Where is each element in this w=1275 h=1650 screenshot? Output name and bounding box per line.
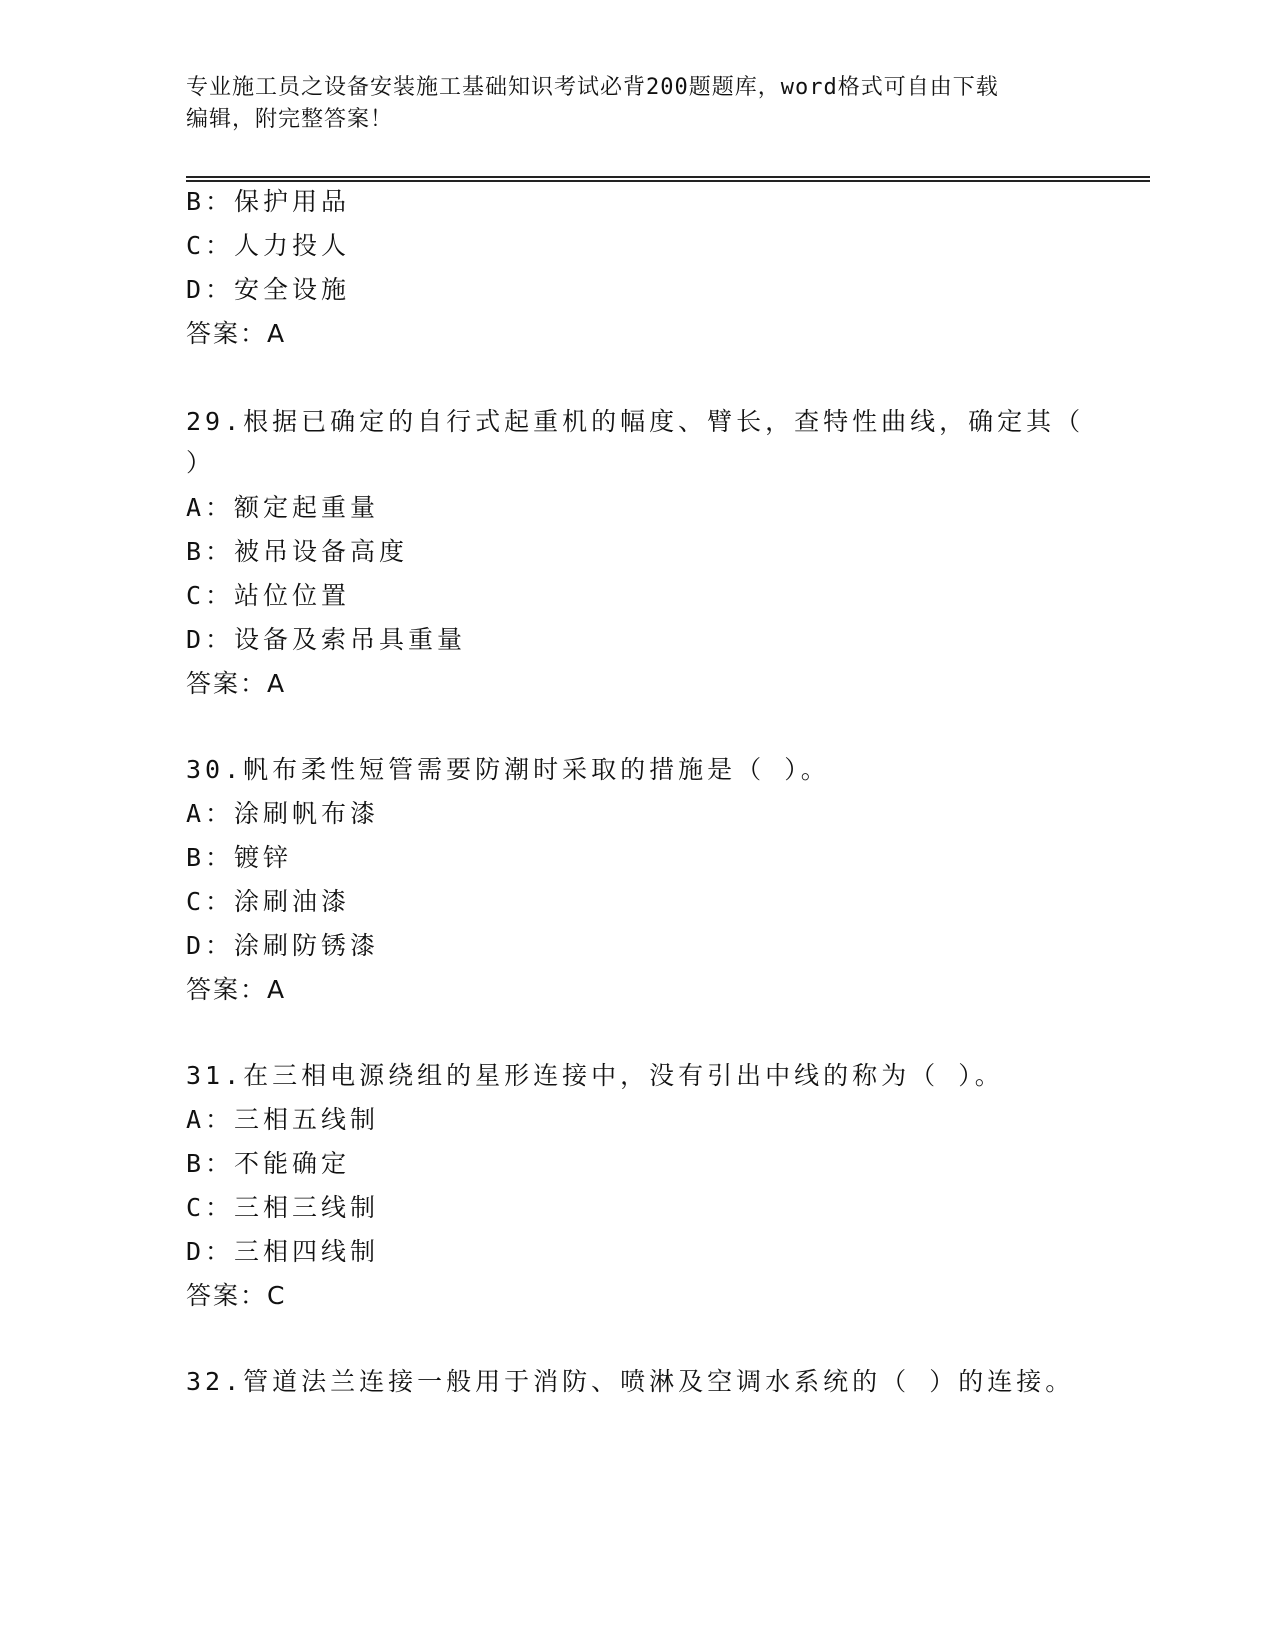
q31-option-c: C：三相三线制 (186, 1193, 380, 1222)
q28-option-b: B：保护用品 (186, 187, 351, 216)
q28-option-c: C：人力投人 (186, 231, 351, 260)
q29-option-a: A：额定起重量 (186, 493, 380, 522)
q28-answer: 答案：A (186, 319, 287, 348)
q30-option-d: D：涂刷防锈漆 (186, 931, 380, 960)
q31-question: 31.在三相电源绕组的星形连接中，没有引出中线的称为（ ）。 (186, 1061, 1004, 1090)
document-header (186, 72, 1076, 136)
q30-option-a: A：涂刷帆布漆 (186, 799, 380, 828)
q28-option-d: D：安全设施 (186, 275, 351, 304)
q30-question: 30.帆布柔性短管需要防潮时采取的措施是（ ）。 (186, 755, 830, 784)
q30-answer: 答案：A (186, 975, 287, 1004)
header-divider (186, 176, 1150, 182)
header-title-line-1: 专业施工员之设备安装施工基础知识考试必背200题题库，word格式可自由下载 (186, 75, 999, 100)
header-title-line-2: 编辑，附完整答案！ (186, 107, 394, 132)
q31-option-b: B：不能确定 (186, 1149, 351, 1178)
q29-option-b: B：被吊设备高度 (186, 537, 409, 566)
q29-question-line-2: ） (186, 448, 216, 477)
q29-option-c: C：站位位置 (186, 581, 351, 610)
q29-answer: 答案：A (186, 669, 287, 698)
q30-option-b: B：镀锌 (186, 843, 293, 872)
q29-option-d: D：设备及索吊具重量 (186, 625, 467, 654)
q31-option-a: A：三相五线制 (186, 1105, 380, 1134)
q31-answer: 答案：C (186, 1281, 287, 1310)
q31-option-d: D：三相四线制 (186, 1237, 380, 1266)
q30-option-c: C：涂刷油漆 (186, 887, 351, 916)
q29-question-line-1: 29.根据已确定的自行式起重机的幅度、臂长，查特性曲线，确定其（ (186, 407, 1085, 436)
q32-question: 32.管道法兰连接一般用于消防、喷淋及空调水系统的（ ）的连接。 (186, 1367, 1075, 1396)
